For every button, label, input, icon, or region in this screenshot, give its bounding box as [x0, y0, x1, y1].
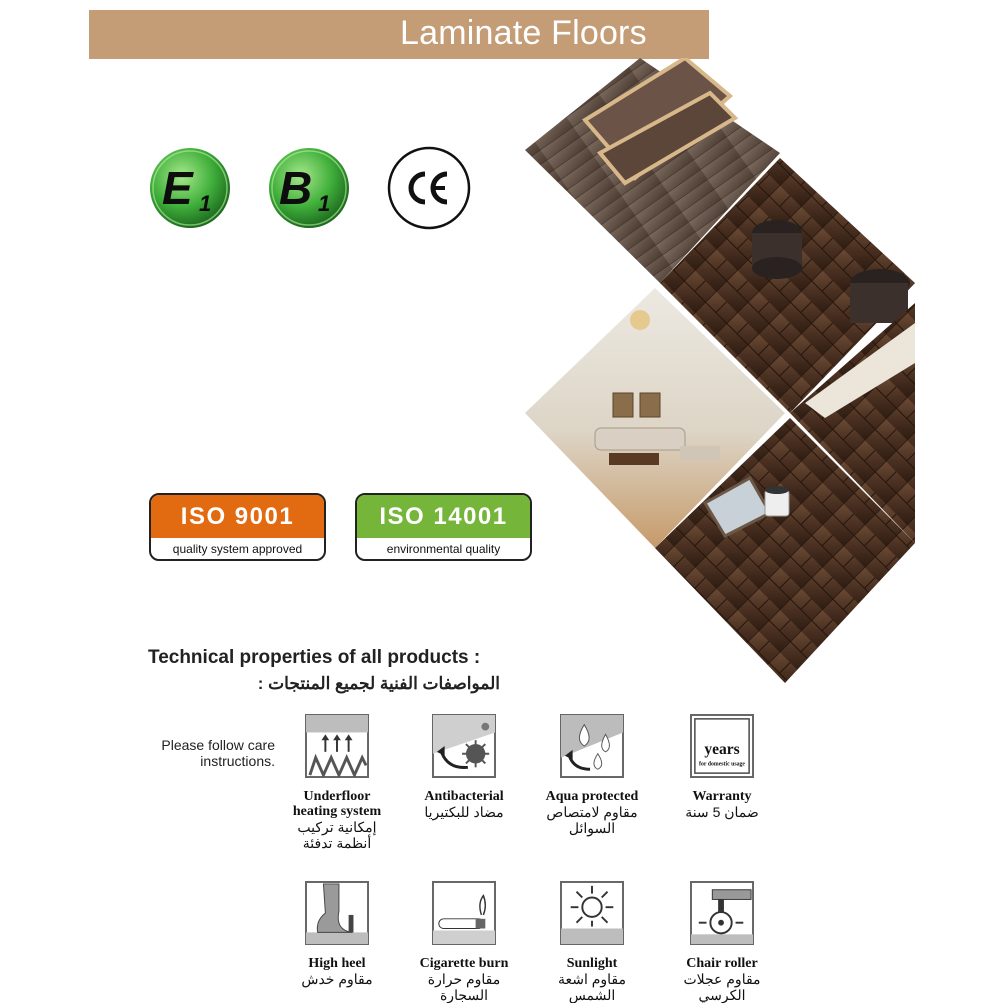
warranty-usage-text: for domestic usage — [699, 761, 745, 768]
iso-14001-badge — [355, 493, 532, 561]
property-label-arabic: مقاوم اشعة الشمس — [557, 971, 627, 1003]
sunlight-icon — [560, 881, 624, 945]
iso-14001-code: ISO 14001 — [357, 495, 530, 538]
property-aqua-protected — [537, 714, 647, 836]
underfloor-heating-icon — [305, 714, 369, 778]
care-instructions-note: Please follow care instructions. — [161, 737, 275, 769]
b1-fire-class-badge-icon — [268, 147, 350, 229]
e1-subscript: 1 — [199, 191, 212, 216]
property-underfloor-heating — [282, 714, 392, 851]
property-label-arabic: ضمان 5 سنة — [685, 804, 759, 820]
property-label: Underfloor heating system — [292, 789, 382, 819]
property-label: Warranty — [692, 789, 752, 804]
property-sunlight — [537, 881, 647, 1003]
property-warranty — [667, 714, 777, 820]
property-label: Cigarette burn — [419, 956, 509, 971]
iso-14001-caption: environmental quality — [386, 541, 501, 556]
e1-emission-badge-icon — [149, 147, 231, 229]
property-label-arabic: مقاوم عجلات الكرسي — [683, 971, 761, 1003]
property-cigarette-burn — [409, 881, 519, 1003]
iso-9001-code: ISO 9001 — [151, 495, 324, 538]
property-chair-roller — [667, 881, 777, 1003]
property-label-arabic: إمكانية تركيب أنظمة تدفئة — [297, 819, 377, 851]
water-drops-icon — [560, 714, 624, 778]
warranty-years-icon — [690, 714, 754, 778]
property-label: Antibacterial — [424, 789, 504, 804]
property-label: Sunlight — [566, 956, 618, 971]
high-heel-icon — [305, 881, 369, 945]
e1-letter: E — [162, 162, 193, 214]
antibacterial-icon — [432, 714, 496, 778]
property-label: Chair roller — [686, 956, 758, 971]
property-label: Aqua protected — [545, 789, 639, 804]
property-label-arabic: مقاوم خدش — [301, 971, 373, 987]
ce-mark-icon — [387, 146, 471, 230]
floor-photo-collage — [525, 58, 915, 683]
b1-subscript: 1 — [318, 191, 331, 216]
property-label: High heel — [308, 956, 366, 971]
technical-properties-title: Technical properties of all products : — [148, 647, 481, 668]
chair-roller-icon — [690, 881, 754, 945]
technical-properties-title-arabic: المواصفات الفنية لجميع المنتجات : — [257, 674, 500, 693]
cigarette-burn-icon — [432, 881, 496, 945]
warranty-years-text: years — [704, 740, 740, 758]
page-title: Laminate Floors — [400, 14, 647, 52]
property-label-arabic: مقاوم حرارة السجارة — [427, 971, 501, 1003]
iso-9001-caption: quality system approved — [172, 541, 303, 556]
property-high-heel — [282, 881, 392, 987]
property-antibacterial — [409, 714, 519, 820]
property-label-arabic: مقاوم لامتصاص السوائل — [546, 804, 638, 836]
iso-9001-badge — [149, 493, 326, 561]
property-label-arabic: مضاد للبكتيريا — [424, 804, 504, 820]
b1-letter: B — [279, 162, 313, 214]
